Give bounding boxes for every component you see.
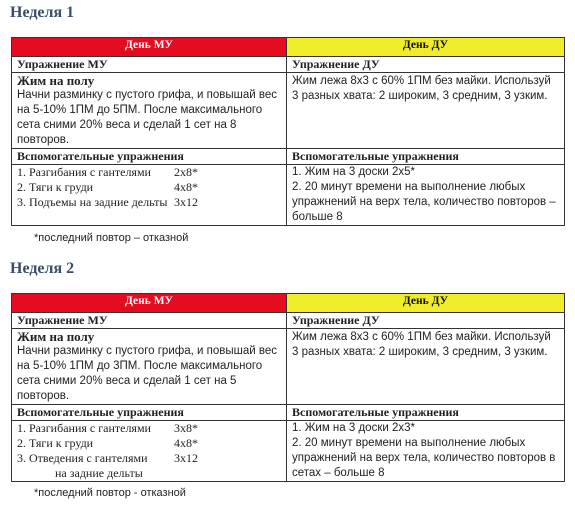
exercise-mu-label: Упражнение МУ xyxy=(17,313,108,327)
day-du-header: День ДУ xyxy=(287,294,565,313)
mu-exercise-cell xyxy=(12,57,287,149)
aux-label-mu: Вспомогательные упражнения xyxy=(17,149,184,163)
mu-description: Начни разминку с пустого грифа, и повышай вес на 5-10% 1ПМ до 3ПМ. После максимального сета сними 20% веса и сделай 1 сет на 5 повторов. xyxy=(17,345,277,402)
exercise-du-label: Упражнение ДУ xyxy=(292,57,380,71)
aux-mu-item xyxy=(17,180,281,195)
du-exercise-cell xyxy=(287,313,565,405)
aux-mu-sets: 3х12 xyxy=(174,195,198,209)
day-du-header: День ДУ xyxy=(287,38,565,57)
aux-du-item: 1. Жим на 3 доски 2х5* xyxy=(292,166,415,178)
du-description: Жим лежа 8х3 с 60% 1ПМ без майки. Используй 3 разных хвата: 2 широким, 3 средним, 3 узким. xyxy=(292,331,551,358)
mu-exercise-cell xyxy=(12,313,287,405)
aux-label-mu: Вспомогательные упражнения xyxy=(17,405,184,419)
aux-mu-item xyxy=(17,195,281,210)
aux-du-item: 2. 20 минут времени на выполнение любых упражнений на верх тела, количество повторов в сетах – больше 8 xyxy=(292,437,556,479)
week-2-footnote: *последний повтор - отказной xyxy=(34,487,186,499)
exercise-du-label: Упражнение ДУ xyxy=(292,313,380,327)
aux-mu-sets: 3х12 xyxy=(174,451,198,465)
aux-label-du: Вспомогательные упражнения xyxy=(292,405,459,419)
aux-label-du: Вспомогательные упражнения xyxy=(292,149,459,163)
du-description: Жим лежа 8х3 с 60% 1ПМ без майки. Используй 3 разных хвата: 2 широким, 3 средним, 3 узким. xyxy=(292,75,551,102)
aux-mu-sets: 3х8* xyxy=(174,421,198,435)
aux-mu-name: 2. Тяги к груди xyxy=(17,436,94,450)
week-2-table xyxy=(11,293,565,482)
aux-du-item: 1. Жим на 3 доски 2х3* xyxy=(292,422,415,434)
aux-mu-name: 1. Разгибания с гантелями xyxy=(17,421,151,435)
aux-mu-name: 2. Тяги к груди xyxy=(17,180,94,194)
aux-mu-item xyxy=(17,421,281,436)
du-aux-cell xyxy=(287,405,565,482)
aux-mu-name: 3. Отведения с гантелями xyxy=(17,451,148,465)
aux-mu-continuation: на задние дельты xyxy=(55,466,143,480)
week-1-table xyxy=(11,37,565,226)
mu-description: Начни разминку с пустого грифа, и повышай вес на 5-10% 1ПМ до 5ПМ. После максимального сета сними 20% веса и сделай 1 сет на 8 повторов. xyxy=(17,89,277,146)
day-mu-header: День МУ xyxy=(12,38,287,57)
aux-mu-item xyxy=(17,436,281,451)
day-mu-header: День МУ xyxy=(12,294,287,313)
du-exercise-cell xyxy=(287,57,565,149)
du-aux-cell xyxy=(287,149,565,226)
mu-aux-cell xyxy=(12,405,287,482)
mu-aux-cell xyxy=(12,149,287,226)
week-1-title: Неделя 1 xyxy=(10,4,75,21)
week-2-title: Неделя 2 xyxy=(10,260,75,277)
aux-mu-name: 3. Подъемы на задние дельты xyxy=(17,195,168,209)
main-exercise-name: Жим на полу xyxy=(17,329,95,344)
week-1-footnote: *последний повтор – отказной xyxy=(34,232,189,244)
aux-mu-sets: 4х8* xyxy=(174,436,198,450)
exercise-mu-label: Упражнение МУ xyxy=(17,57,108,71)
aux-mu-item xyxy=(17,451,281,466)
aux-mu-item xyxy=(17,165,281,180)
main-exercise-name: Жим на полу xyxy=(17,73,95,88)
aux-mu-name: 1. Разгибания с гантелями xyxy=(17,165,151,179)
aux-mu-sets: 2х8* xyxy=(174,165,198,179)
aux-mu-sets: 4х8* xyxy=(174,180,198,194)
aux-du-item: 2. 20 минут времени на выполнение любых упражнений на верх тела, количество повторов – больше 8 xyxy=(292,181,556,223)
